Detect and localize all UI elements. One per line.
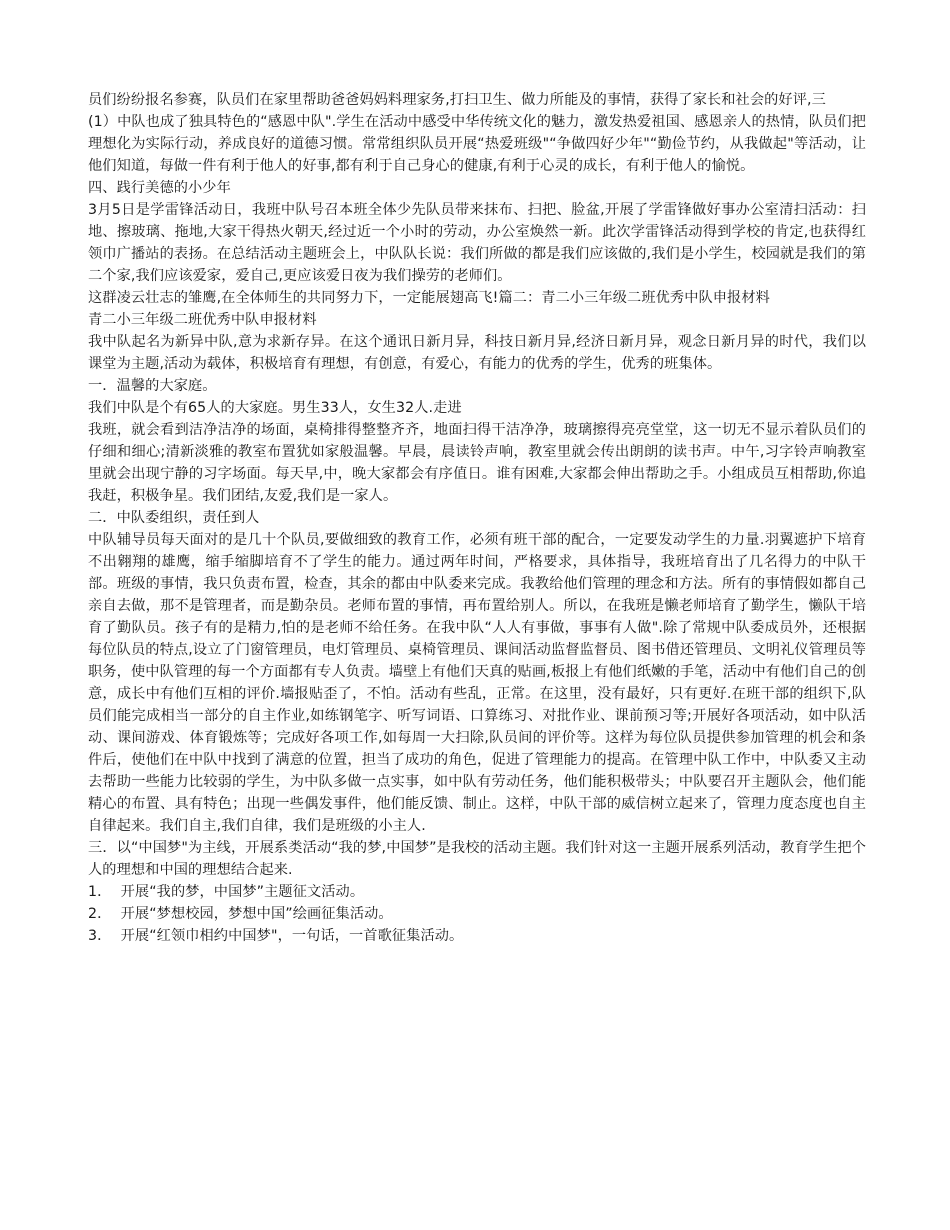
list-item-1: 1． 开展“我的梦，中国梦”主题征文活动。 [88,884,365,900]
paragraph-family-size: 我们中队是个有65人的大家庭。男生33人，女生32人.走进 [88,400,462,416]
document-title: 青二小三年级二班优秀中队申报材料 [88,312,317,328]
paragraph-gratitude-squad: (1）中队也成了独具特色的“感恩中队".学生在活动中感受中华传统文化的魅力，激发热爱祖国、感恩亲人的热情，队员们把理想化为实际行动，养成良好的道德习惯。常常组织队员开展“热爱班级"“争做四好少年"“勤俭节约，从我做起"等活动，让他们知道，每做一件有利于他人的好事,都有利于自己身心的健康,有利于心灵的成长，有利于他人的愉悦。 [88,114,866,174]
paragraph-lei-feng-day: 3月5日是学雷锋活动日，我班中队号召本班全体少先队员带来抹布、扫把、脸盆,开展了学雷锋做好事办公室清扫活动：扫地、擦玻璃、拖地,大家干得热火朝天,经过近一个小时的劳动，办公室焕然一新。此次学雷锋活动得到学校的肯定,也获得红领巾广播站的表扬。在总结活动主题班会上，中队队长说：我们所做的都是我们应该做的,我们是小学生，校园就是我们的第二个家,我们应该爱家，爱自己,更应该爱日夜为我们操劳的老师们。 [88,202,866,284]
paragraph-committee: 中队辅导员每天面对的是几十个队员,要做细致的教育工作，必须有班干部的配合，一定要发动学生的力量.羽翼遮护下培育不出翱翔的雄鹰，缩手缩脚培育不了学生的能力。通过两年时间，严格要求，具体指导，我班培育出了几名得力的中队干部。班级的事情，我只负责布置，检查，其余的都由中队委来完成。我教给他们管理的理念和方法。所有的事情假如都自己亲自去做，那不是管理者，而是勤杂员。老师布置的事情，再布置给别人。所以，在我班是懒老师培育了勤学生，懒队干培育了勤队员。孩子有的是精力,怕的是老师不给任务。在我中队“人人有事做，事事有人做".除了常规中队委成员外，还根据每位队员的特点,设立了门窗管理员，电灯管理员、桌椅管理员、课间活动监督监督员、图书借还管理员、文明礼仪管理员等职务，使中队管理的每一个方面都有专人负责。墙壁上有他们天真的贴画,板报上有他们纸嫩的手笔，活动中有他们自己的创意，成长中有他们互相的评价.墙报贴歪了，不怕。活动有些乱，正常。在这里，没有最好，只有更好.在班干部的组织下,队员们能完成相当一部分的自主作业,如练钢笔字、听写词语、口算练习、对批作业、课前预习等;开展好各项活动，如中队活动、课间游戏、体育锻炼等；完成好各项工作,如每周一大扫除,队员间的评价等。这样为每位队员提供参加管理的机会和条件后，使他们在中队中找到了满意的位置，担当了成功的角色，促进了管理能力的提高。在管理中队工作中，中队委又主动去帮助一些能力比较弱的学生，为中队多做一点实事，如中队有劳动任务，他们能积极带头；中队要召开主题队会，他们能精心的布置、具有特色；出现一些偶发事件，他们能反馈、制止。这样，中队干部的威信树立起来了，管理力度态度也自主自律起来。我们自主,我们自律，我们是班级的小主人. [88,532,866,834]
paragraph-continuation: 员们纷纷报名参赛，队员们在家里帮助爸爸妈妈料理家务,打扫卫生、做力所能及的事情，获得了家长和社会的好评,三 [88,92,826,108]
paragraph-closing: 这群凌云壮志的雏鹰,在全体师生的共同努力下，一定能展翅高飞!篇二：青二小三年级二班优秀中队申报材料 [88,290,770,306]
paragraph-squad-name: 我中队起名为新异中队,意为求新存异。在这个通讯日新月异，科技日新月异,经济日新月异，观念日新月异的时代，我们以课堂为主题,活动为载体，积极培育有理想，有创意，有爱心，有能力的优秀的学生，优秀的班集体。 [88,334,866,372]
paragraph-china-dream: 三．以“中国梦"为主线，开展系类活动“我的梦,中国梦”是我校的活动主题。我们针对这一主题开展系列活动，教育学生把个人的理想和中国的理想结合起来. [88,840,866,878]
section-heading-1: 一．温馨的大家庭。 [88,378,217,394]
document-body [88,89,866,947]
paragraph-classroom: 我班，就会看到洁净洁净的场面，桌椅排得整整齐齐，地面扫得干洁净净，玻璃擦得亮亮堂堂，这一切无不显示着队员们的仔细和细心;清新淡雅的教室布置犹如家般温馨。早晨，晨读铃声响，教室里就会传出朗朗的读书声。中午,习字铃声响教室里就会出现宁静的习字场面。每天早,中，晚大家都会有序值日。谁有困难,大家都会伸出帮助之手。小组成员互相帮助,你追我赶，积极争星。我们团结,友爱,我们是一家人。 [88,422,866,504]
section-heading-4: 四、践行美德的小少年 [88,180,231,196]
list-item-3: 3． 开展“红领巾相约中国梦"，一句话，一首歌征集活动。 [88,928,464,944]
section-heading-2: 二．中队委组织，责任到人 [88,510,260,526]
list-item-2: 2． 开展“梦想校园，梦想中国”绘画征集活动。 [88,906,393,922]
